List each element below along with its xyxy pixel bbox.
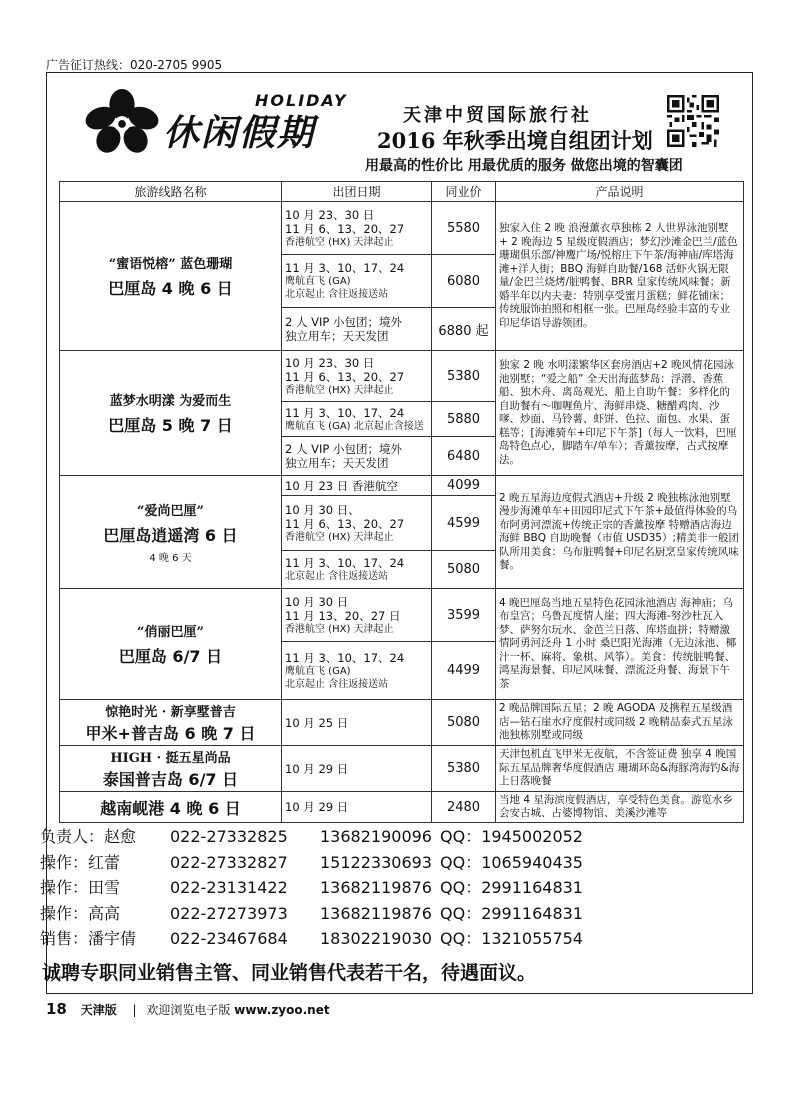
contact-row bbox=[40, 926, 660, 952]
price-cell: 5380 bbox=[432, 746, 496, 792]
departure-dates: 11 月 3、10、17、24 bbox=[285, 556, 405, 571]
departure-dates: 10 月 25 日 bbox=[285, 715, 349, 730]
contact-phone: 022-27273973 bbox=[170, 903, 288, 923]
departure-dates: 独立用车；天天发团 bbox=[285, 456, 389, 470]
routes-header-row bbox=[60, 182, 744, 202]
departure-dates: 11 月 3、10、17、24 bbox=[285, 650, 405, 665]
header-departure-dates: 出团日期 bbox=[282, 182, 432, 202]
agency-slogan: 用最高的性价比 用最优质的服务 做您出境的智囊团 bbox=[365, 158, 683, 174]
header-trade-price: 同业价 bbox=[432, 182, 496, 202]
departure-dates: 11 月 13、20、27 日 bbox=[285, 608, 401, 623]
contact-phone: 022-23467684 bbox=[170, 929, 288, 948]
route-cell bbox=[60, 746, 282, 792]
route-slogan: 蓝梦水明漾 为爱而生 bbox=[109, 394, 232, 409]
departure-note: 北京起止 含往返接送站 bbox=[285, 289, 389, 300]
contact-qq: QQ：1945002052 bbox=[440, 827, 583, 846]
contact-qq: QQ：2991164831 bbox=[440, 903, 583, 923]
route-slogan: “爱尚巴厘” bbox=[137, 504, 204, 519]
table-row bbox=[60, 476, 744, 496]
price-cell: 6880 起 bbox=[432, 308, 496, 351]
departure-note: 鹰航直飞 (GA) 北京起止含接送 bbox=[285, 420, 424, 432]
contact-phone: 022-23131422 bbox=[170, 878, 288, 897]
contact-person: 操作：红蕾 bbox=[40, 852, 121, 872]
route-name: 巴厘岛 4 晚 6 日 bbox=[108, 279, 233, 298]
route-slogan: “俏丽巴厘” bbox=[137, 625, 204, 640]
contact-person: 操作：田雪 bbox=[40, 878, 121, 897]
price-cell: 5580 bbox=[432, 202, 496, 255]
footer-note: 欢迎浏览电子版 bbox=[146, 1003, 231, 1017]
website-link[interactable]: www.zyoo.net bbox=[234, 1003, 330, 1017]
contact-row bbox=[40, 824, 660, 850]
departure-note: 香港航空 (HX) 天津起止 bbox=[285, 531, 394, 543]
product-description: 当地 4 星海滨度假酒店，享受特色美食。游览水乡会安古城、占婆博物馆、美溪沙滩等 bbox=[496, 792, 744, 823]
contact-mobile: 13682190096 bbox=[320, 827, 432, 846]
price-cell: 4499 bbox=[432, 642, 496, 700]
table-row bbox=[60, 746, 744, 792]
departure-cell bbox=[282, 202, 432, 255]
route-name: 巴厘岛 5 晚 7 日 bbox=[108, 416, 233, 435]
product-description: 2 晚五星海边度假式酒店+升级 2 晚独栋泳池别墅 漫步海滩单车+田园印尼式下午茶+最值得体验的乌布阿勇河漂流+传统正宗的香薰按摩 特赠酒店海边海鲜 BBQ 自助晚餐（市值 USD35）;精美非一般团队所用美食：乌布脏鸭餐+印尼名厨烹皇家传统风味餐。 bbox=[496, 476, 744, 589]
departure-dates: 10 月 29 日 bbox=[285, 761, 349, 776]
departure-dates: 11 月 6、13、20、27 bbox=[285, 221, 405, 236]
contact-person: 操作：高高 bbox=[40, 903, 121, 923]
departure-cell bbox=[282, 700, 432, 746]
product-description: 4 晚巴厘岛当地五星特色花园泳池酒店 海神庙；乌布皇宫；乌鲁瓦度情人崖；四大海滩-努沙杜瓦入梦、萨努尔玩水、金芭兰日落、库塔血拼；特赠激情阿勇河泛舟 1 小时 桑巴阳光海滩（无边泳池、椰汁一杯、麻将、象棋、风筝）。美食：传统脏鸭餐、鸿星海景餐、印尼风味餐、漂流泛舟餐、海景下午茶 bbox=[496, 589, 744, 700]
departure-cell bbox=[282, 496, 432, 551]
departure-dates: 10 月 23、30 日 bbox=[285, 355, 375, 370]
table-row bbox=[60, 700, 744, 746]
product-description: 独家入住 2 晚 浪漫薰衣草独栋 2 人世界泳池别墅 + 2 晚海边 5 星级度假酒店；梦幻沙滩金巴兰/蓝色珊瑚俱乐部/神鹰广场/悦榕庄下午茶/海神庙/库塔海滩+洋人街；BBQ 海鲜自助餐/168 活虾火锅无限量/金巴兰烧烤/脏鸭餐、BRR 皇家传统风味餐；新婚半年以内夫妻：特别享受蜜月蛋糕；鲜花铺床；传统服饰拍照和相框一张。巴厘岛经验丰富的专业印尼华语导游领团。 bbox=[496, 202, 744, 351]
departure-cell bbox=[282, 746, 432, 792]
contact-row bbox=[40, 901, 660, 927]
recruitment-notice: 诚聘专职同业销售主管、同业销售代表若干名，待遇面议。 bbox=[42, 962, 537, 984]
table-row bbox=[60, 792, 744, 823]
table-row bbox=[60, 351, 744, 402]
departure-dates: 10 月 30 日 bbox=[285, 594, 349, 609]
product-description: 独家 2 晚 水明漾繁华区套房酒店+2 晚风情花园泳池别墅；“爱之船” 全天出海蓝梦岛：浮潜、香蕉船、独木舟、离岛观光、船上自助午餐：多样化的自助餐有～咖喱鱼片、海鲜串烧、糖醋鸡肉、沙嗲、炒面、马铃薯、虾饼、色拉、面包、水果、蛋糕等；[海滩骑车+印尼下午茶]（每人一饮料，巴厘岛特色点心，脚踏车/单车）；香薰按摩，古式按摩法。 bbox=[496, 351, 744, 476]
price-cell: 5080 bbox=[432, 700, 496, 746]
departure-note: 北京起止 含往返接送站 bbox=[285, 678, 389, 690]
header-route-name: 旅游线路名称 bbox=[60, 182, 282, 202]
contact-mobile: 15122330693 bbox=[320, 852, 432, 872]
departure-dates: 独立用车；天天发团 bbox=[285, 329, 389, 343]
departure-dates: 10 月 23、30 日 bbox=[285, 207, 375, 222]
route-name: 越南岘港 4 晚 6 日 bbox=[100, 798, 241, 818]
price-cell: 6080 bbox=[432, 255, 496, 308]
holiday-logo bbox=[77, 83, 377, 163]
product-description: 天津包机直飞甲米无夜航，不含签证费 独享 4 晚国际五星品牌奢华度假酒店 珊瑚环岛&海豚湾海钓&海上日落晚餐 bbox=[496, 746, 744, 792]
price-cell: 5380 bbox=[432, 351, 496, 402]
flower-logo-icon bbox=[83, 89, 161, 155]
plan-title: 2016 年秋季出境自组团计划 bbox=[377, 128, 653, 153]
contact-list bbox=[40, 824, 660, 952]
product-description: 2 晚品牌国际五星；2 晚 AGODA 及携程五星级酒店—钻石崖水疗度假村或同级 2 晚精品泰式五星泳池独栋别墅或同级 bbox=[496, 700, 744, 746]
routes-table bbox=[59, 181, 744, 823]
edition-label: 天津版 bbox=[80, 1003, 117, 1017]
logo-chinese: 休闲假期 bbox=[163, 112, 316, 154]
departure-dates: 2 人 VIP 小包团；境外 bbox=[285, 442, 402, 456]
page-footer bbox=[46, 1000, 330, 1018]
price-cell: 6480 bbox=[432, 437, 496, 476]
price-cell: 4099 bbox=[432, 476, 496, 496]
departure-cell bbox=[282, 589, 432, 642]
route-cell bbox=[60, 202, 282, 351]
header-product-description: 产品说明 bbox=[496, 182, 744, 202]
agency-name: 天津中贸国际旅行社 bbox=[403, 105, 592, 126]
departure-dates: 2 人 VIP 小包团；境外 bbox=[285, 315, 402, 329]
departure-cell bbox=[282, 437, 432, 476]
contact-mobile: 13682119876 bbox=[320, 903, 432, 923]
departure-dates: 11 月 3、10、17、24 bbox=[285, 405, 405, 420]
price-cell: 2480 bbox=[432, 792, 496, 823]
departure-cell bbox=[282, 476, 432, 496]
contact-phone: 022-27332825 bbox=[170, 827, 288, 846]
route-slogan: HIGH · 挺五星尚品 bbox=[110, 751, 231, 766]
price-cell: 3599 bbox=[432, 589, 496, 642]
route-cell bbox=[60, 700, 282, 746]
route-name: 巴厘岛逍遥湾 6 日 bbox=[103, 526, 238, 545]
contact-person: 销售：潘宇倩 bbox=[40, 929, 137, 948]
departure-dates: 11 月 6、13、20、27 bbox=[285, 369, 405, 384]
departure-note: 鹰航直飞 (GA) bbox=[285, 276, 351, 287]
ad-hotline: 广告征订热线：020-2705 9905 bbox=[46, 58, 223, 72]
contact-mobile: 13682119876 bbox=[320, 878, 432, 897]
route-name: 甲米+普吉岛 6 晚 7 日 bbox=[85, 724, 256, 743]
departure-note: 香港航空 (HX) 天津起止 bbox=[285, 623, 394, 635]
route-slogan: 惊艳时光 · 新享墅普吉 bbox=[105, 705, 236, 720]
price-cell: 4599 bbox=[432, 496, 496, 551]
footer-separator: | bbox=[132, 1003, 137, 1017]
contact-phone: 022-27332827 bbox=[170, 852, 288, 872]
departure-cell bbox=[282, 308, 432, 351]
price-cell: 5080 bbox=[432, 551, 496, 589]
route-name: 巴厘岛 6/7 日 bbox=[118, 647, 223, 666]
departure-dates: 11 月 6、13、20、27 bbox=[285, 516, 405, 531]
departure-note: 香港航空 (HX) 天津起止 bbox=[285, 384, 394, 396]
price-cell: 5880 bbox=[432, 402, 496, 437]
route-slogan: “蜜语悦榕” 蓝色珊瑚 bbox=[108, 257, 233, 272]
route-cell bbox=[60, 476, 282, 589]
route-cell bbox=[60, 792, 282, 823]
departure-dates: 10 月 30 日、 bbox=[285, 502, 360, 517]
route-duration: 4 晚 6 天 bbox=[149, 553, 192, 564]
contact-person: 负责人：赵愈 bbox=[40, 827, 137, 846]
departure-cell bbox=[282, 642, 432, 700]
contact-qq: QQ：1065940435 bbox=[440, 852, 583, 872]
departure-note: 北京起止 含往返接送站 bbox=[285, 571, 389, 583]
departure-cell bbox=[282, 402, 432, 437]
departure-cell bbox=[282, 255, 432, 308]
logo-english: HOLIDAY bbox=[255, 91, 348, 110]
table-row bbox=[60, 202, 744, 255]
contact-qq: QQ：1321055754 bbox=[440, 929, 583, 948]
table-row bbox=[60, 589, 744, 642]
contact-mobile: 18302219030 bbox=[320, 929, 432, 948]
departure-dates: 11 月 3、10、17、24 bbox=[285, 261, 405, 275]
departure-dates: 10 月 29 日 bbox=[285, 800, 349, 814]
qr-code-icon bbox=[667, 95, 719, 147]
departure-cell bbox=[282, 792, 432, 823]
page-number: 18 bbox=[46, 1000, 67, 1018]
departure-note: 鹰航直飞 (GA) bbox=[285, 665, 351, 677]
contact-qq: QQ：2991164831 bbox=[440, 878, 583, 897]
route-cell bbox=[60, 589, 282, 700]
departure-cell bbox=[282, 351, 432, 402]
departure-note: 香港航空 (HX) 天津起止 bbox=[285, 236, 394, 248]
departure-dates: 10 月 23 日 香港航空 bbox=[285, 478, 398, 493]
departure-cell bbox=[282, 551, 432, 589]
contact-row bbox=[40, 875, 660, 901]
contact-row bbox=[40, 850, 660, 876]
route-cell bbox=[60, 351, 282, 476]
route-name: 泰国普吉岛 6/7 日 bbox=[102, 770, 239, 789]
